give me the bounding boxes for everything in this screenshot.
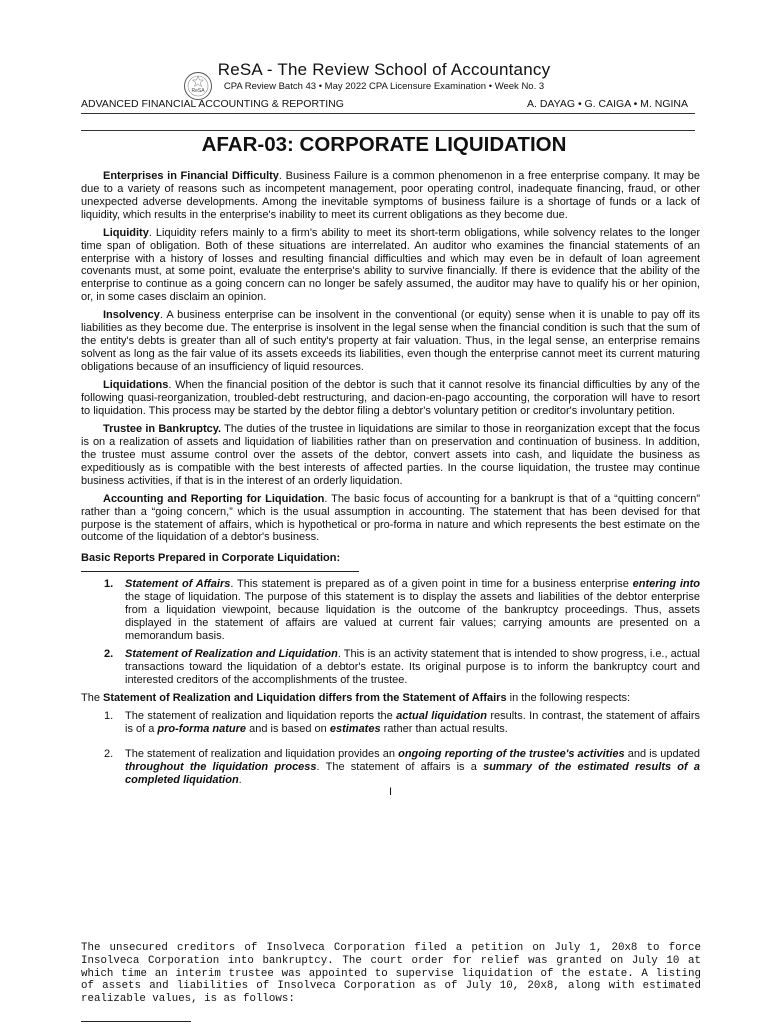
problem-number: I (388, 786, 393, 799)
section-insolvency: Insolvency. A business enterprise can be insolvent in the conventional (or equity) sense when it is unable to pay off its liabilities as they become due. The enterprise is insolvent in the legal sense when the financial condition is such that the sum of the entity's debts is greater than all of such entity's property at fair valuation. Thus, in the legal sense, an enterprise remains solvent as long as the fair value of its assets exceeds its liabilities, even though the enterprise cannot meet its current maturing obligations because of an insufficiency of liquid resources. (81, 309, 700, 373)
differences-intro: The Statement of Realization and Liquidation differs from the Statement of Affairs in the following respects: (81, 691, 631, 704)
body-text (81, 170, 700, 799)
section-accounting-reporting: Accounting and Reporting for Liquidation. The basic focus of accounting for a bankrupt is that of a “quitting concern” rather than a “going concern,” which is the usual assumption in accounting. The statement that has been devised for that purpose is the statement of affairs, which is hypothetical or pro-forma in nature and which represents the best estimate on the outcome of the liquidation of a debtor's business. (81, 492, 700, 544)
section-financial-difficulty: Enterprises in Financial Difficulty. Business Failure is a common phenomenon in a free enterprise company. It may be due to a variety of reasons such as incompetent management, poor operating control, inadequate financing, fraud, or other unexpected adverse developments. Among the inevitable symptoms of business failure is a shortage of funds or a lack of liquidity, which results in the enterprise's inability to meet its current obligations as they become due. (81, 170, 700, 221)
section-liquidity: Liquidity. Liquidity refers mainly to a firm's ability to meet its short-term obligations, while solvency relates to the longer time span of obligation. Both of these situations are interrelated. An auditor who examines the financial statements of an enterprise with a history of losses and resulting financial difficulties and which may even be in default of loan agreement covenants must, at some point, evaluate the enterprise's ability to survive financially. If there is evidence that the ability of the enterprise to continue as a going concern can no longer be safely assumed, the auditor may have to qualify his or her opinion, or, in some cases disclaim an opinion. (81, 226, 700, 304)
footnote-rule (81, 1021, 191, 1022)
header-divider-bottom (81, 130, 695, 131)
list-item: 2. The statement of realization and liquidation provides an ongoing reporting of the trustee's activities and is updated throughout the liquidation process. The statement of affairs is a summary of the estimated results of a completed liquidation. (104, 747, 701, 786)
school-name: ReSA - The Review School of Accountancy (217, 60, 551, 79)
batch-subtitle: CPA Review Batch 43 • May 2022 CPA Licensure Examination • Week No. 3 (223, 81, 545, 92)
differences-list (81, 710, 700, 786)
list-item: 2. Statement of Realization and Liquidation. This is an activity statement that is intended to show progress, i.e., actual transactions toward the liquidation of a debtor's estate. Its original purpose is to inform the bankruptcy court and interested creditors of the accomplishments of the trustee. (104, 647, 700, 686)
reports-list (81, 578, 700, 686)
page-title: AFAR-03: CORPORATE LIQUIDATION (201, 133, 567, 156)
authors: A. DAYAG • G. CAIGA • M. NGINA (527, 98, 688, 110)
reports-heading: Basic Reports Prepared in Corporate Liquidation: (81, 552, 341, 565)
seal-text: ReSA (191, 88, 205, 94)
reports-heading-rule (81, 571, 359, 572)
list-item: 1. Statement of Affairs. This statement is prepared as of a given point in time for a business enterprise entering into the stage of liquidation. The purpose of this statement is to display the assets and liabilities of the debtor enterprise from a liquidation viewpoint, because liquidation is the outcome of the bankruptcy proceedings. Thus, assets displayed in the statement of affairs are valued at current fair values; carrying amounts are presented on a memorandum basis. (104, 578, 700, 642)
section-trustee: Trustee in Bankruptcy. The duties of the trustee in liquidations are similar to those in reorganization except that the focus is on a realization of assets and liquidation of liabilities rather than on preservation and continuation of business. In addition, the trustee must assume control over the assets of the debtor, convert assets into cash, and liquidate the business as expeditiously as is compatible with the best interests of affected parties. In the course liquidation, the trustee may continue business activities, if that is in the interest of an orderly liquidation. (81, 423, 700, 487)
list-item: 1. The statement of realization and liquidation reports the actual liquidation results. In contrast, the statement of affairs is of a pro-forma nature and is based on estimates rather than actual results. (104, 710, 701, 736)
header-divider (81, 113, 695, 114)
course-name: ADVANCED FINANCIAL ACCOUNTING & REPORTING (81, 98, 344, 110)
section-liquidations: Liquidations. When the financial position of the debtor is such that it cannot resolve its financial difficulties by any of the following quasi-reorganization, troubled-debt restructuring, and dacion-en-pago accounting, the corporation will have to resort to liquidation. This process may be started by the debtor filing a debtor's voluntary petition or creditor's involuntary petition. (81, 379, 700, 417)
problem-text: The unsecured creditors of Insolveca Corporation filed a petition on July 1, 20x8 to force Insolveca Corporation into bankruptcy. The court order for relief was granted on July 10 at which time an interim trustee was appointed to supervise liquidation of the estate. A listing of assets and liabilities of Insolveca Corporation as of July 10, 20x8, along with estimated realizable values, is as follows: (81, 942, 708, 1006)
